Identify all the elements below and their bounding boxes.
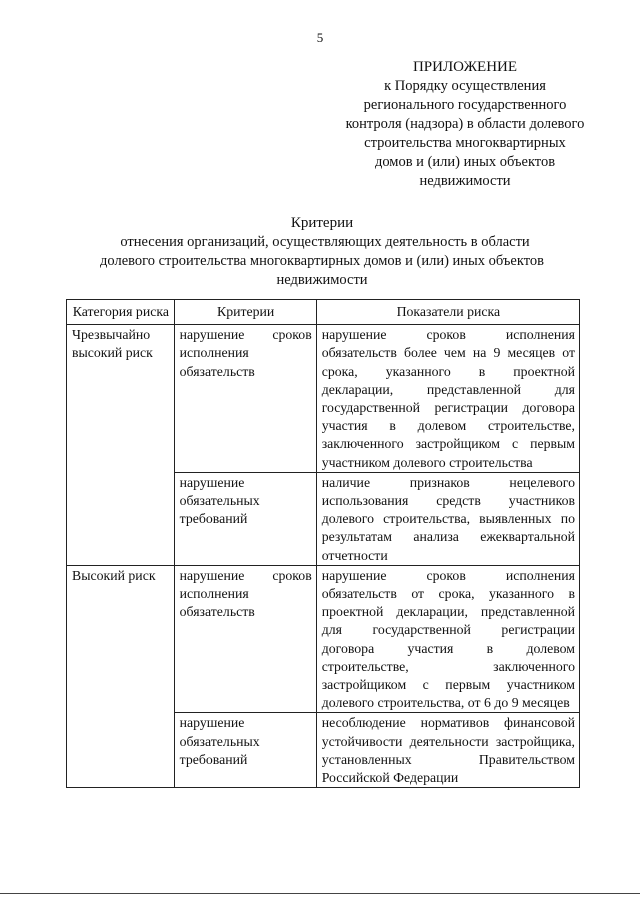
header-category: Категория риска	[67, 300, 175, 325]
page-bottom-divider	[0, 893, 640, 894]
appendix-line: контроля (надзора) в области долевого	[345, 116, 585, 132]
criteria-cell: нарушение сроков исполнения обязательств	[174, 565, 316, 713]
heading-line: долевого строительства многоквартирных домов и (или) иных объектов	[100, 253, 544, 269]
appendix-line: к Порядку осуществления	[384, 78, 546, 94]
category-cell: Высокий риск	[67, 565, 175, 787]
table-row	[67, 565, 580, 713]
indicator-cell: несоблюдение нормативов финансовой устойчивости деятельности застройщика, установленных Правительством Российской Федерации	[316, 713, 579, 788]
page-number: 5	[316, 30, 324, 45]
criteria-cell: нарушение обязательных требований	[174, 713, 316, 788]
criteria-cell: нарушение сроков исполнения обязательств	[174, 325, 316, 473]
appendix-line: строительства многоквартирных	[364, 135, 566, 151]
indicator-cell: наличие признаков нецелевого использования средств участников долевого строительства, выявленных по результатам анализа ежеквартальной отчетности	[316, 472, 579, 565]
indicator-cell: нарушение сроков исполнения обязательств от срока, указанного в проектной декларации, представленной для государственной регистрации договора участия в долевом строительстве, заключенного застройщиком с первым участником долевого строительства, от 6 до 9 месяцев	[316, 565, 579, 713]
appendix-line: недвижимости	[419, 173, 511, 189]
heading-title: Критерии	[290, 215, 354, 231]
appendix-line: регионального государственного	[363, 97, 567, 113]
header-indicators: Показатели риска	[316, 300, 579, 325]
criteria-heading	[62, 214, 582, 290]
heading-line: недвижимости	[276, 272, 368, 288]
category-cell: Чрезвычайно высокий риск	[67, 325, 175, 566]
indicator-cell: нарушение сроков исполнения обязательств более чем на 9 месяцев от срока, указанного в проектной декларации, представленной для государственной регистрации договора участия в долевом строительстве, заключенного застройщиком с первым участником долевого строительства	[316, 325, 579, 473]
risk-criteria-table	[66, 299, 580, 788]
appendix-title: ПРИЛОЖЕНИЕ	[412, 59, 518, 75]
table-header-row	[67, 300, 580, 325]
heading-line: отнесения организаций, осуществляющих деятельность в области	[120, 234, 530, 250]
appendix-block	[328, 58, 602, 191]
table-row	[67, 325, 580, 473]
header-criteria: Критерии	[174, 300, 316, 325]
criteria-cell: нарушение обязательных требований	[174, 472, 316, 565]
appendix-line: домов и (или) иных объектов	[374, 154, 556, 170]
